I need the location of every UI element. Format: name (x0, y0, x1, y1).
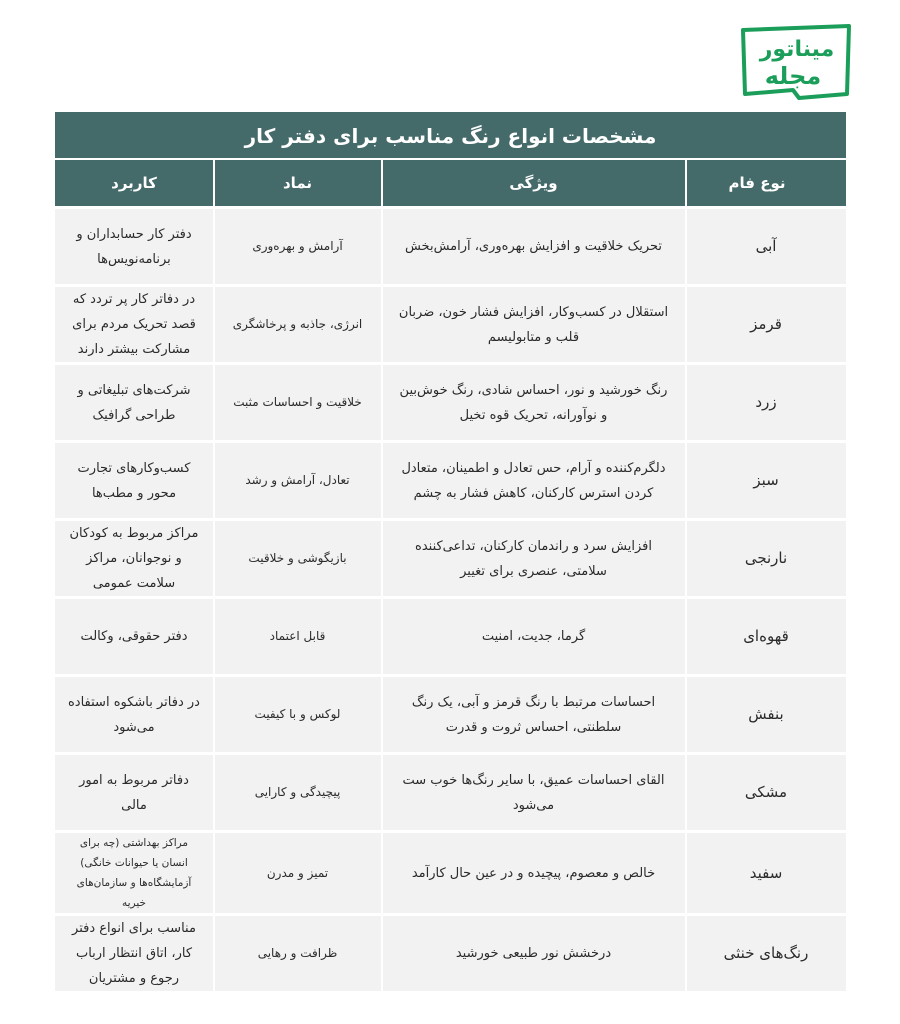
cell-usage: در دفاتر کار پر تردد که قصد تحریک مردم برای مشارکت بیشتر دارند (55, 286, 213, 364)
cell-usage: دفتر حقوقی، وکالت (55, 598, 213, 676)
table-row (55, 286, 845, 364)
cell-symbol: آرامش و بهره‌وری (214, 208, 382, 286)
cell-usage: کسب‌وکارهای تجارت محور و مطب‌ها (55, 442, 213, 520)
cell-hue: قهوه‌ای (686, 598, 846, 676)
cell-hue: آبی (686, 208, 846, 286)
cell-symbol: پیچیدگی و کارایی (214, 754, 382, 832)
cell-symbol: خلاقیت و احساسات مثبت (214, 364, 382, 442)
cell-hue: زرد (686, 364, 846, 442)
cell-trait: استقلال در کسب‌وکار، افزایش فشار خون، ضربان قلب و متابولیسم (382, 286, 686, 364)
cell-usage: مراکز بهداشتی (چه برای انسان یا حیوانات خانگی) آزمایشگاه‌ها و سازمان‌های خیریه (55, 832, 213, 915)
logo-icon (737, 22, 855, 100)
table-row (55, 364, 845, 442)
table-row (55, 915, 845, 992)
cell-hue: سبز (686, 442, 846, 520)
cell-trait: دلگرم‌کننده و آرام، حس تعادل و اطمینان، متعادل کردن استرس کارکنان، کاهش فشار به چشم (382, 442, 686, 520)
header-symbol: نماد (214, 159, 382, 208)
cell-usage: در دفاتر باشکوه استفاده می‌شود (55, 676, 213, 754)
brand-logo (737, 22, 855, 100)
header-usage: کاربرد (55, 159, 213, 208)
cell-symbol: تعادل، آرامش و رشد (214, 442, 382, 520)
table-title: مشخصات انواع رنگ مناسب برای دفتر کار (55, 113, 845, 160)
cell-hue: مشکی (686, 754, 846, 832)
table-row (55, 520, 845, 598)
cell-symbol: لوکس و با کیفیت (214, 676, 382, 754)
cell-trait: القای احساسات عمیق، با سایر رنگ‌ها خوب ست می‌شود (382, 754, 686, 832)
cell-symbol: تمیز و مدرن (214, 832, 382, 915)
table-row (55, 832, 845, 915)
cell-trait: درخشش نور طبیعی خورشید (382, 915, 686, 992)
cell-usage: شرکت‌های تبلیغاتی و طراحی گرافیک (55, 364, 213, 442)
logo-line2: مجله (764, 62, 822, 90)
cell-hue: قرمز (686, 286, 846, 364)
cell-trait: خالص و معصوم، پیچیده و در عین حال کارآمد (382, 832, 686, 915)
color-table (55, 112, 846, 991)
header-hue: نوع فام (686, 159, 846, 208)
cell-symbol: انرژی، جاذبه و پرخاشگری (214, 286, 382, 364)
cell-usage: مناسب برای انواع دفتر کار، اتاق انتظار ارباب رجوع و مشتریان (55, 915, 213, 992)
cell-hue: نارنجی (686, 520, 846, 598)
cell-symbol: ظرافت و رهایی (214, 915, 382, 992)
cell-usage: مراکز مربوط به کودکان و نوجوانان، مراکز سلامت عمومی (55, 520, 213, 598)
cell-hue: سفید (686, 832, 846, 915)
table-row (55, 754, 845, 832)
cell-hue: بنفش (686, 676, 846, 754)
cell-trait: رنگ خورشید و نور، احساس شادی، رنگ خوش‌بین و نوآورانه، تحریک قوه تخیل (382, 364, 686, 442)
header-trait: ویژگی (382, 159, 686, 208)
table-row (55, 208, 845, 286)
cell-symbol: بازیگوشی و خلاقیت (214, 520, 382, 598)
cell-symbol: قابل اعتماد (214, 598, 382, 676)
cell-trait: تحریک خلاقیت و افزایش بهره‌وری، آرامش‌بخش (382, 208, 686, 286)
cell-hue: رنگ‌های خنثی (686, 915, 846, 992)
logo-line1: میناتور (759, 37, 835, 62)
table-row (55, 598, 845, 676)
cell-trait: افزایش سرد و راندمان کارکنان، تداعی‌کننده سلامتی، عنصری برای تغییر (382, 520, 686, 598)
cell-trait: گرما، جدیت، امنیت (382, 598, 686, 676)
table-row (55, 442, 845, 520)
color-table-container (56, 112, 846, 991)
cell-usage: دفاتر مربوط به امور مالی (55, 754, 213, 832)
table-row (55, 676, 845, 754)
cell-trait: احساسات مرتبط با رنگ قرمز و آبی، یک رنگ سلطنتی، احساس ثروت و قدرت (382, 676, 686, 754)
cell-usage: دفتر کار حسابداران و برنامه‌نویس‌ها (55, 208, 213, 286)
